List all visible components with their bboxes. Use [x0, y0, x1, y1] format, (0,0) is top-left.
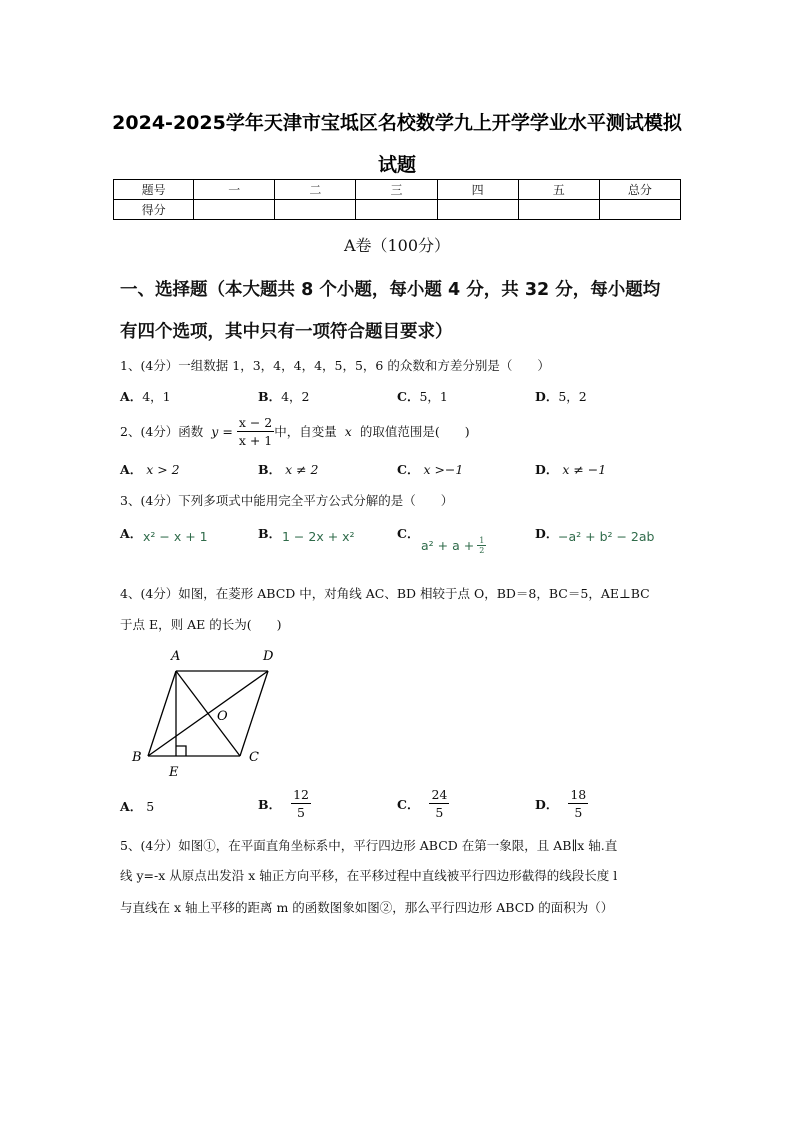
point-label-o: O — [217, 709, 228, 724]
option-text: x > 2 — [146, 462, 180, 477]
option-label: A． — [120, 389, 143, 404]
table-header-cell: 三 — [356, 180, 437, 200]
q3-c-fraction — [477, 536, 486, 555]
q2-fraction — [237, 414, 274, 449]
q3-option-a[interactable] — [120, 524, 142, 542]
section-heading: 一、选择题（本大题共 8 个小题，每小题 4 分，共 32 分，每小题均 — [120, 280, 661, 300]
score-table-header-row — [114, 180, 681, 200]
option-label: D． — [535, 526, 559, 541]
q2-prefix: 2、(4分）函数 — [120, 424, 204, 439]
volume-heading: A卷（100分） — [343, 236, 451, 255]
point-label-a: A — [171, 649, 181, 664]
option-label: C． — [397, 526, 420, 541]
question-1-stem: 1、(4分）一组数据 1，3，4，4，4，5，5，6 的众数和方差分别是（ ） — [120, 358, 550, 373]
option-label: D． — [535, 796, 559, 812]
score-cell[interactable] — [437, 200, 518, 220]
side-ab — [148, 671, 176, 756]
q1-option-c[interactable] — [397, 387, 448, 405]
option-label: D． — [535, 389, 559, 404]
fraction-denominator: 5 — [574, 805, 583, 820]
side-dc — [240, 671, 268, 756]
q4-option-d[interactable] — [535, 786, 588, 821]
fraction-numerator: 24 — [431, 787, 448, 802]
q1-option-d[interactable] — [535, 387, 587, 405]
q4-option-b[interactable] — [258, 786, 311, 821]
point-label-e: E — [169, 765, 179, 780]
q4-option-c[interactable] — [397, 786, 449, 821]
q3-option-b[interactable] — [258, 524, 281, 542]
table-row-label: 得分 — [114, 200, 194, 220]
question-5-stem: 5、(4分）如图①，在平面直角坐标系中，平行四边形 ABCD 在第一象限，且 AB∥x 轴.直 — [120, 838, 618, 853]
fraction-numerator: 12 — [293, 787, 309, 802]
question-5-stem-line2: 线 y=-x 从原点出发沿 x 轴正方向平移，在平移过程中直线被平行四边形截得的线段长度 l — [120, 868, 618, 883]
option-text: 5，2 — [558, 389, 587, 404]
option-label: A． — [120, 799, 143, 814]
page-title-line2: 试题 — [377, 154, 416, 176]
q2-numerator: x − 2 — [238, 414, 273, 430]
q2-y-equals: y = — [211, 423, 233, 439]
table-header-cell: 总分 — [599, 180, 680, 200]
q3-option-c[interactable] — [397, 524, 419, 542]
option-text: 4，1 — [142, 389, 171, 404]
q2-denominator: x + 1 — [238, 432, 273, 448]
q4-option-a[interactable] — [120, 797, 154, 815]
score-cell[interactable] — [275, 200, 356, 220]
table-header-cell: 四 — [437, 180, 518, 200]
q1-option-a[interactable] — [120, 387, 171, 405]
table-header-cell: 五 — [518, 180, 599, 200]
q3-option-c-expr — [421, 536, 486, 555]
option-label: C． — [397, 462, 420, 477]
question-5-stem-line3: 与直线在 x 轴上平移的距离 m 的函数图象如图②，那么平行四边形 ABCD 的面积为（） — [120, 900, 614, 915]
fraction-denominator: 5 — [297, 805, 305, 820]
question-4-stem: 4、(4分）如图，在菱形 ABCD 中，对角线 AC、BD 相较于点 O，BD＝8，BC＝5，AE⊥BC — [120, 586, 650, 601]
option-text: x ≠ −1 — [562, 462, 607, 477]
question-4-stem-line2: 于点 E，则 AE 的长为( ) — [120, 617, 282, 632]
table-header-cell: 题号 — [114, 180, 194, 200]
fraction-numerator: 18 — [570, 787, 587, 802]
q3-option-d-expr: −a² + b² − 2ab — [558, 529, 655, 544]
q3-option-d[interactable] — [535, 524, 558, 542]
score-table-score-row — [114, 200, 681, 220]
q3-option-a-expr: x² − x + 1 — [143, 529, 208, 544]
section-heading-line2: 有四个选项，其中只有一项符合题目要求） — [120, 322, 453, 342]
option-text: 4，2 — [281, 389, 310, 404]
option-label: C． — [397, 796, 420, 812]
q2-option-b[interactable] — [258, 460, 319, 478]
rhombus-diagram — [120, 640, 290, 785]
option-text: x >−1 — [423, 462, 464, 477]
option-label: B． — [258, 462, 282, 477]
score-cell[interactable] — [356, 200, 437, 220]
q4-b-fraction — [291, 786, 311, 821]
option-label: B． — [258, 389, 282, 404]
table-header-cell: 二 — [275, 180, 356, 200]
q1-option-b[interactable] — [258, 387, 309, 405]
q2-suffix2: 的取值范围是( ) — [359, 424, 470, 439]
score-cell[interactable] — [599, 200, 680, 220]
q4-d-fraction — [568, 786, 588, 821]
option-text: 5，1 — [419, 389, 448, 404]
fraction-denominator: 5 — [435, 805, 444, 820]
option-label: D． — [535, 462, 559, 477]
table-header-cell: 一 — [194, 180, 275, 200]
score-table — [113, 179, 681, 220]
score-cell[interactable] — [518, 200, 599, 220]
q3-option-b-expr: 1 − 2x + x² — [282, 529, 355, 544]
q3-c-text: a² + a + — [421, 538, 475, 553]
option-label: A． — [120, 526, 143, 541]
q2-variable: x — [344, 423, 352, 439]
q4-c-fraction — [429, 786, 449, 821]
score-cell[interactable] — [194, 200, 275, 220]
q2-option-d[interactable] — [535, 460, 606, 478]
option-label: C． — [397, 389, 420, 404]
diagonal-bd — [148, 671, 268, 756]
point-label-d: D — [263, 649, 274, 664]
point-label-b: B — [132, 750, 142, 765]
option-label: B． — [258, 526, 282, 541]
page-title: 2024-2025学年天津市宝坻区名校数学九上开学学业水平测试模拟 — [112, 112, 682, 134]
point-label-c: C — [249, 750, 259, 765]
option-text: x ≠ 2 — [285, 462, 319, 477]
option-label: A． — [120, 462, 143, 477]
right-angle-mark — [176, 746, 186, 756]
q2-option-c[interactable] — [397, 460, 463, 478]
q3-c-denominator: 2 — [479, 546, 485, 555]
option-text: 5 — [146, 799, 155, 814]
q2-suffix1: 中，自变量 — [274, 424, 337, 439]
q2-option-a[interactable] — [120, 460, 180, 478]
question-2-stem — [120, 412, 470, 450]
option-label: B． — [258, 796, 282, 812]
question-3-stem: 3、(4分）下列多项式中能用完全平方公式分解的是（ ） — [120, 493, 454, 508]
q3-c-numerator: 1 — [479, 536, 485, 545]
